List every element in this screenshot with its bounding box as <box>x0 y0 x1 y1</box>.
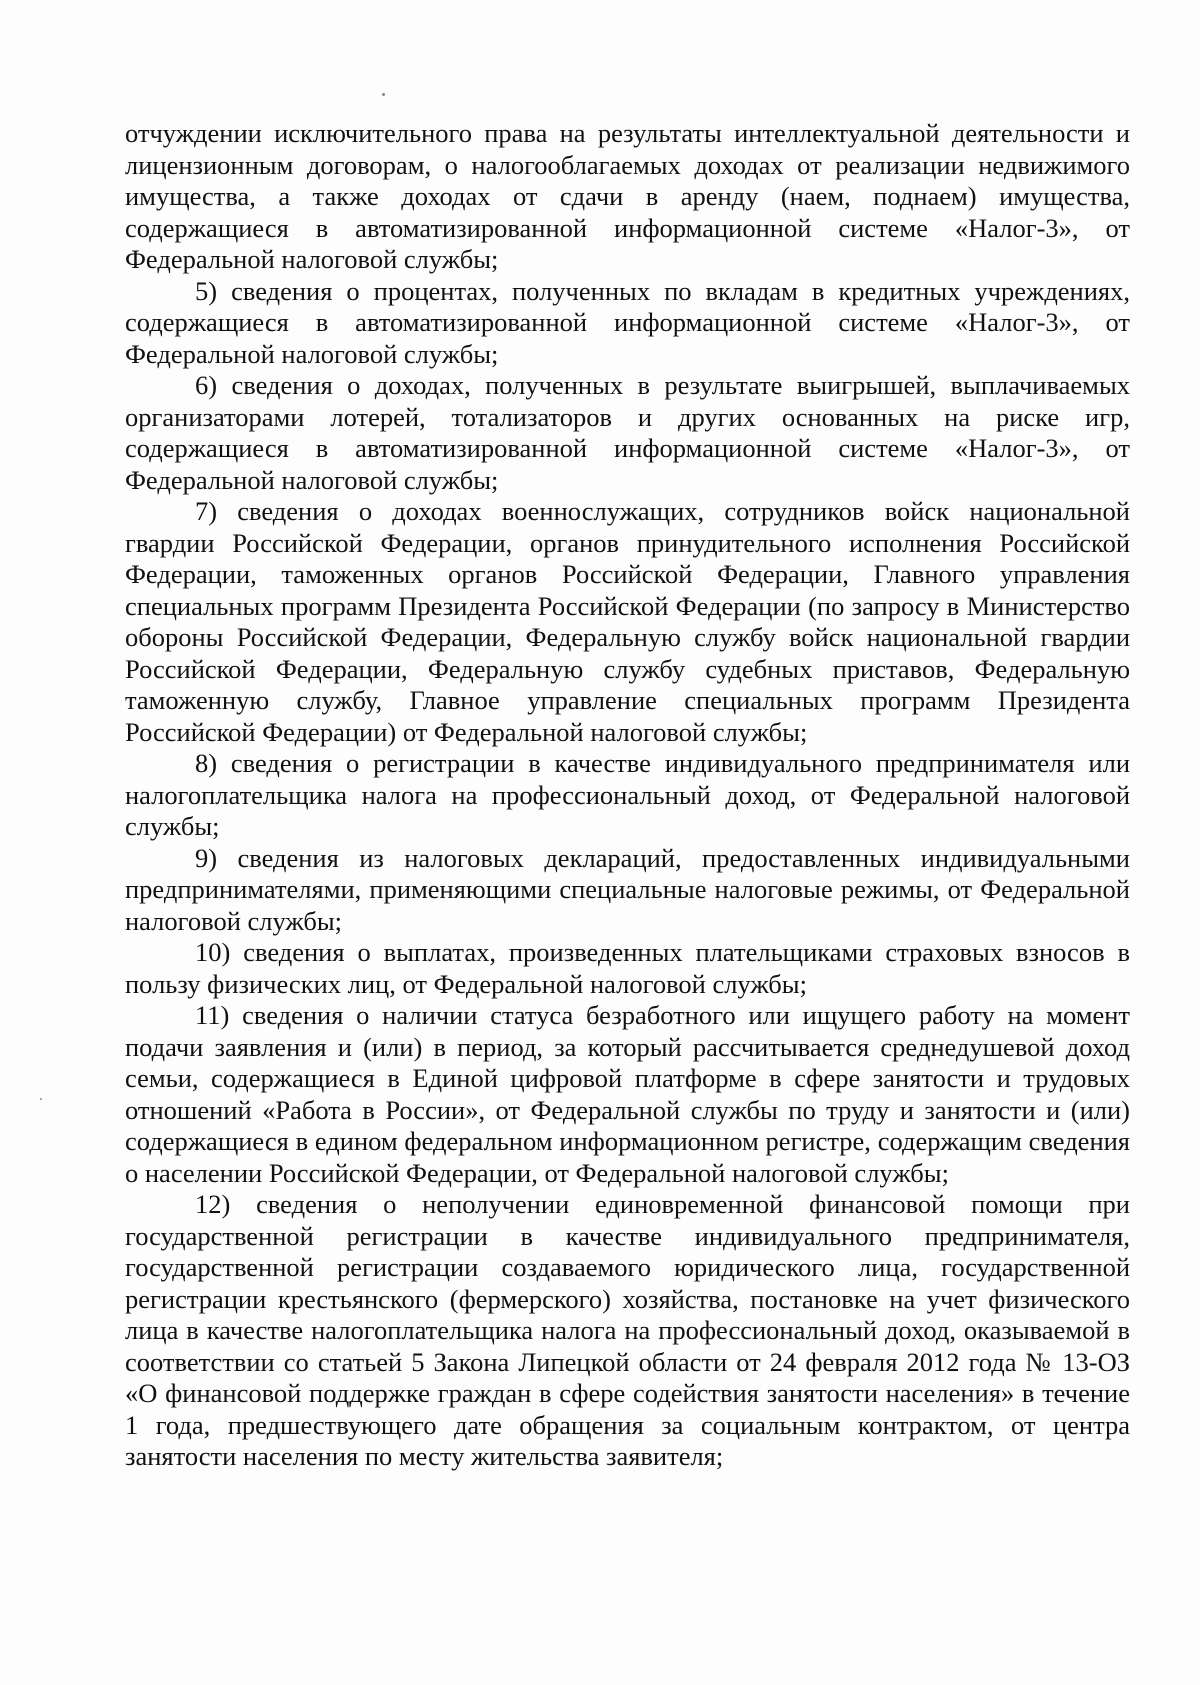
scan-speck <box>40 1098 42 1100</box>
paragraph-item-7: 7) сведения о доходах военнослужащих, сотрудников войск национальной гвардии Российской Федерации, органов принудительного исполнения Российской Федерации, таможенных органов Российской Федерации, Главного управления специальных программ Президента Российской Федерации (по запросу в Министерство обороны Российской Федерации, Федеральную службу войск национальной гвардии Российской Федерации, Федеральную службу судебных приставов, Федеральную таможенную службу, Главное управление специальных программ Президента Российской Федерации) от Федеральной налоговой службы; <box>125 496 1130 747</box>
paragraph-item-10: 10) сведения о выплатах, произведенных плательщиками страховых взносов в пользу физических лиц, от Федеральной налоговой службы; <box>125 937 1130 999</box>
paragraph-item-11: 11) сведения о наличии статуса безработного или ищущего работу на момент подачи заявления и (или) в период, за который рассчитывается среднедушевой доход семьи, содержащиеся в Единой цифровой платформе в сфере занятости и трудовых отношений «Работа в России», от Федеральной службы по труду и занятости и (или) содержащиеся в едином федеральном информационном регистре, содержащим сведения о населении Российской Федерации, от Федеральной налоговой службы; <box>125 1000 1130 1188</box>
paragraph-item-12: 12) сведения о неполучении единовременной финансовой помощи при государственной регистрации в качестве индивидуального предпринимателя, государственной регистрации создаваемого юридического лица, государственной регистрации крестьянского (фермерского) хозяйства, постановке на учет физического лица в качестве налогоплательщика налога на профессиональный доход, оказываемой в соответствии со статьей 5 Закона Липецкой области от 24 февраля 2012 года № 13-ОЗ «О финансовой поддержке граждан в сфере содействия занятости населения» в течение 1 года, предшествующего дате обращения за социальным контрактом, от центра занятости населения по месту жительства заявителя; <box>125 1189 1130 1471</box>
paragraph-item-9: 9) сведения из налоговых деклараций, предоставленных индивидуальными предпринимателями, применяющими специальные налоговые режимы, от Федеральной налоговой службы; <box>125 842 1130 936</box>
scan-speck <box>382 93 385 96</box>
document-body <box>125 118 1130 1473</box>
paragraph-continuation: отчуждении исключительного права на результаты интеллектуальной деятельности и лицензионным договорам, о налогооблагаемых доходах от реализации недвижимого имущества, а также доходах от сдачи в аренду (наем, поднаем) имущества, содержащиеся в автоматизированной информационной системе «Налог-3», от Федеральной налоговой службы; <box>125 118 1130 274</box>
paragraph-item-5: 5) сведения о процентах, полученных по вкладам в кредитных учреждениях, содержащиеся в автоматизированной информационной системе «Налог-3», от Федеральной налоговой службы; <box>125 275 1130 369</box>
paragraph-item-6: 6) сведения о доходах, полученных в результате выигрышей, выплачиваемых организаторами лотерей, тотализаторов и других основанных на риске игр, содержащиеся в автоматизированной информационной системе «Налог-3», от Федеральной налоговой службы; <box>125 370 1130 495</box>
paragraph-item-8: 8) сведения о регистрации в качестве индивидуального предпринимателя или налогоплательщика налога на профессиональный доход, от Федеральной налоговой службы; <box>125 748 1130 841</box>
